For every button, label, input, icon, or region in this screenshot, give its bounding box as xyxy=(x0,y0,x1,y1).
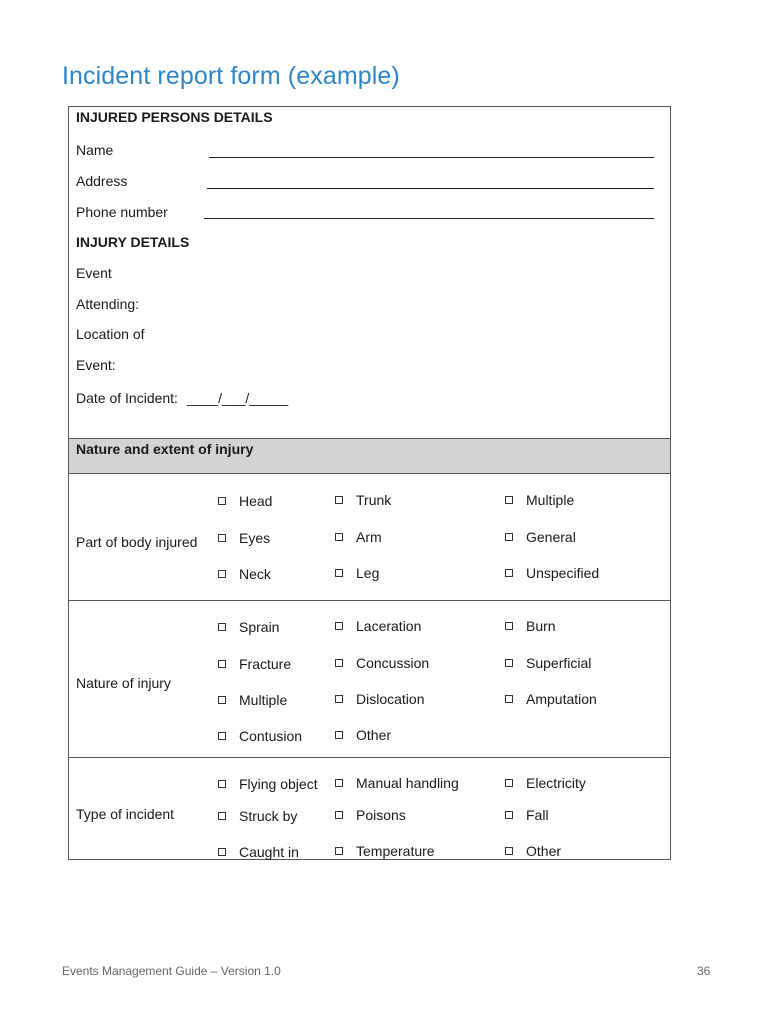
checkbox-icon[interactable] xyxy=(505,533,513,541)
phone-label: Phone number xyxy=(76,204,168,220)
page-number: 36 xyxy=(697,964,711,978)
checkbox-icon[interactable] xyxy=(505,779,513,787)
checkbox-neck[interactable]: Neck xyxy=(218,566,271,582)
checkbox-icon[interactable] xyxy=(505,695,513,703)
checkbox-icon[interactable] xyxy=(335,731,343,739)
checkbox-icon[interactable] xyxy=(218,623,226,631)
checkbox-icon[interactable] xyxy=(335,533,343,541)
name-label: Name xyxy=(76,142,114,158)
checkbox-icon[interactable] xyxy=(505,569,513,577)
checkbox-contusion[interactable]: Contusion xyxy=(218,728,302,744)
checkbox-fracture[interactable]: Fracture xyxy=(218,656,291,672)
checkbox-amputation[interactable]: Amputation xyxy=(505,691,597,707)
checkbox-dislocation[interactable]: Dislocation xyxy=(335,691,424,707)
injured-persons-heading: INJURED PERSONS DETAILS xyxy=(76,109,273,125)
event-attending-label-2: Attending: xyxy=(76,296,140,312)
checkbox-icon[interactable] xyxy=(218,732,226,740)
phone-field[interactable] xyxy=(204,218,654,219)
checkbox-icon[interactable] xyxy=(335,847,343,855)
checkbox-icon[interactable] xyxy=(218,696,226,704)
location-label-1: Location of xyxy=(76,326,145,342)
incident-type-label: Type of incident xyxy=(76,806,175,822)
checkbox-superficial[interactable]: Superficial xyxy=(505,655,591,671)
checkbox-struck-by[interactable]: Struck by xyxy=(218,808,297,824)
checkbox-icon[interactable] xyxy=(335,622,343,630)
checkbox-burn[interactable]: Burn xyxy=(505,618,556,634)
injury-details-heading: INJURY DETAILS xyxy=(76,234,190,250)
checkbox-electricity[interactable]: Electricity xyxy=(505,775,586,791)
checkbox-icon[interactable] xyxy=(218,570,226,578)
checkbox-icon[interactable] xyxy=(335,569,343,577)
checkbox-flying-object[interactable]: Flying object xyxy=(218,776,318,792)
checkbox-icon[interactable] xyxy=(335,659,343,667)
checkbox-fall[interactable]: Fall xyxy=(505,807,549,823)
checkbox-trunk[interactable]: Trunk xyxy=(335,492,391,508)
checkbox-icon[interactable] xyxy=(335,779,343,787)
date-field[interactable]: ____/___/_____ xyxy=(187,390,289,406)
name-field[interactable] xyxy=(209,157,654,158)
divider xyxy=(69,757,670,758)
footer-guide-title: Events Management Guide – Version 1.0 xyxy=(62,964,281,978)
checkbox-icon[interactable] xyxy=(335,695,343,703)
checkbox-icon[interactable] xyxy=(335,496,343,504)
checkbox-multiple-injury[interactable]: Multiple xyxy=(218,692,287,708)
date-label: Date of Incident: xyxy=(76,390,178,406)
checkbox-general[interactable]: General xyxy=(505,529,576,545)
checkbox-arm[interactable]: Arm xyxy=(335,529,382,545)
checkbox-icon[interactable] xyxy=(218,534,226,542)
checkbox-eyes[interactable]: Eyes xyxy=(218,530,270,546)
divider xyxy=(69,600,670,601)
checkbox-icon[interactable] xyxy=(505,847,513,855)
checkbox-leg[interactable]: Leg xyxy=(335,565,379,581)
checkbox-head[interactable]: Head xyxy=(218,493,272,509)
checkbox-icon[interactable] xyxy=(218,660,226,668)
checkbox-icon[interactable] xyxy=(505,659,513,667)
injury-nature-label: Nature of injury xyxy=(76,675,171,691)
checkbox-laceration[interactable]: Laceration xyxy=(335,618,421,634)
checkbox-icon[interactable] xyxy=(218,848,226,856)
page-title: Incident report form (example) xyxy=(62,62,400,90)
event-attending-label-1: Event xyxy=(76,265,112,281)
checkbox-poisons[interactable]: Poisons xyxy=(335,807,406,823)
checkbox-concussion[interactable]: Concussion xyxy=(335,655,429,671)
nature-extent-header xyxy=(69,438,670,474)
checkbox-manual-handling[interactable]: Manual handling xyxy=(335,775,459,791)
body-part-label: Part of body injured xyxy=(76,534,198,550)
checkbox-icon[interactable] xyxy=(218,497,226,505)
address-field[interactable] xyxy=(207,188,654,189)
checkbox-icon[interactable] xyxy=(218,780,226,788)
address-label: Address xyxy=(76,173,128,189)
checkbox-unspecified[interactable]: Unspecified xyxy=(505,565,599,581)
incident-form xyxy=(68,106,671,860)
checkbox-icon[interactable] xyxy=(505,496,513,504)
checkbox-temperature[interactable]: Temperature xyxy=(335,843,435,859)
checkbox-icon[interactable] xyxy=(505,622,513,630)
checkbox-icon[interactable] xyxy=(505,811,513,819)
checkbox-other-incident[interactable]: Other xyxy=(505,843,561,859)
nature-extent-heading: Nature and extent of injury xyxy=(76,441,254,457)
checkbox-caught-in[interactable]: Caught in xyxy=(218,844,299,860)
checkbox-multiple[interactable]: Multiple xyxy=(505,492,574,508)
checkbox-other-injury[interactable]: Other xyxy=(335,727,391,743)
checkbox-icon[interactable] xyxy=(335,811,343,819)
checkbox-icon[interactable] xyxy=(218,812,226,820)
location-label-2: Event: xyxy=(76,357,116,373)
checkbox-sprain[interactable]: Sprain xyxy=(218,619,279,635)
